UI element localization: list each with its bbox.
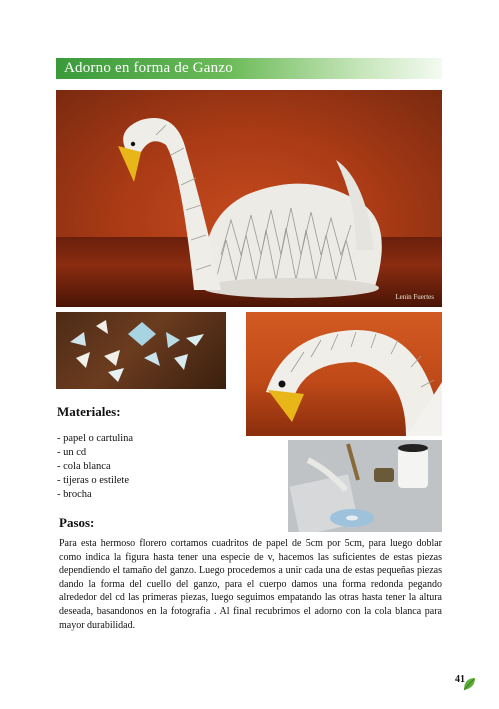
materials-list-item: - tijeras o estilete <box>57 475 130 486</box>
materials-list-item: - brocha <box>57 489 92 500</box>
materials-illustration <box>288 440 442 532</box>
materials-list-item: - papel o cartulina <box>57 433 134 444</box>
neck-illustration <box>246 312 442 436</box>
materials-photo <box>288 440 442 532</box>
photo-credit: Lenin Fuertes <box>395 293 434 301</box>
steps-text: Para esta hermoso florero cortamos cuadritos de papel de 5cm por 5cm, para luego doblar como indica la figura hasta tener una especie de v, hacemos las suficientes de estas piezas dependiendo el tamaño del ganzo. Luego procedemos a unir cada una de estas pequeñas piezas dando la forma del cuello del ganzo, para el cuerpo damos una forma redonda pegando alrededor del cd las primeras piezas, luego seguimos empatando las otras hasta tener la altura deseada, basandonos en la fotografia . Al final recubrimos el adorno con la cola blanca para mayor durabilidad. <box>59 538 442 631</box>
materials-list-item: - cola blanca <box>57 461 111 472</box>
materials-list <box>57 432 133 502</box>
leaf-icon <box>462 676 476 692</box>
swan-illustration <box>56 90 442 307</box>
neck-closeup-photo <box>246 312 442 436</box>
article-title: Adorno en forma de Ganzo <box>64 60 233 76</box>
page-number: 41 <box>455 674 465 685</box>
title-bar <box>56 58 442 79</box>
folded-pieces-photo <box>56 312 226 389</box>
materials-list-item: - un cd <box>57 447 87 458</box>
steps-heading: Pasos: <box>59 515 95 530</box>
materials-heading: Materiales: <box>57 404 121 419</box>
paper-pieces <box>56 312 226 389</box>
swan-photo <box>56 90 442 307</box>
